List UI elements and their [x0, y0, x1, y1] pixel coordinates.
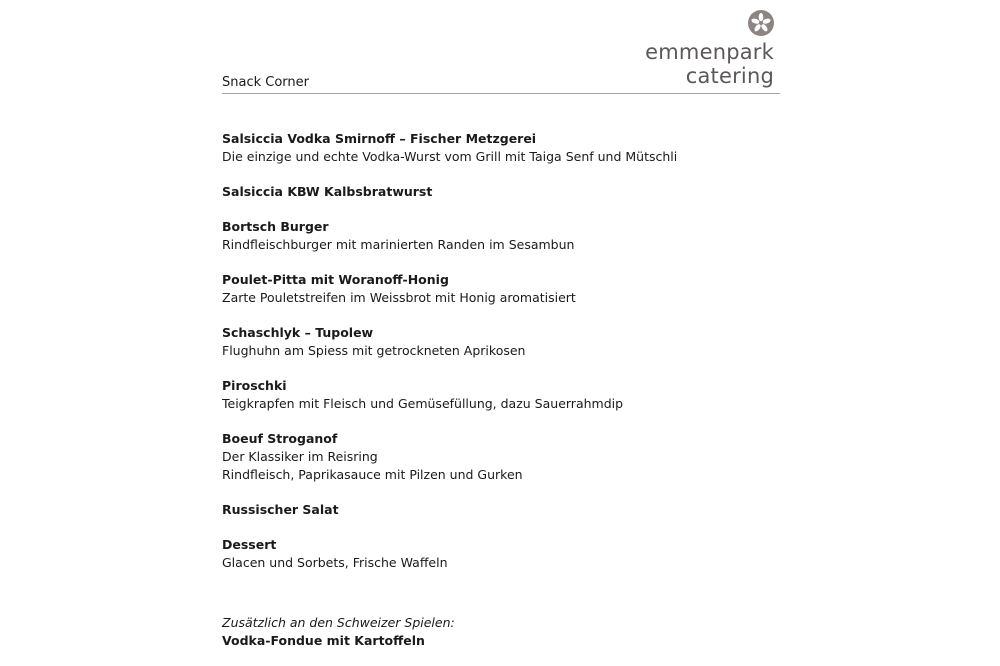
menu-item	[222, 218, 782, 254]
menu-item-description: Die einzige und echte Vodka-Wurst vom Grill mit Taiga Senf und Mütschli	[222, 149, 678, 164]
menu-item-name: Poulet-Pitta mit Woranoff-Honig	[222, 272, 449, 287]
menu-item-name: Boeuf Stroganof	[222, 431, 338, 446]
menu-item-description: Der Klassiker im Reisring	[222, 449, 378, 464]
extra-section	[222, 614, 455, 650]
menu-item-description: Glacen und Sorbets, Frische Waffeln	[222, 555, 448, 570]
logo-text-catering: catering	[685, 64, 774, 88]
menu-item	[222, 130, 782, 166]
page-title: Snack Corner	[222, 75, 309, 90]
menu-item-description: Flughuhn am Spiess mit getrockneten Aprikosen	[222, 343, 526, 358]
menu-item-description: Rindfleischburger mit marinierten Randen im Sesambun	[222, 237, 575, 252]
menu-item	[222, 183, 782, 201]
menu-item-name: Salsiccia Vodka Smirnoff – Fischer Metzgerei	[222, 131, 537, 146]
menu-item	[222, 324, 782, 360]
menu-item-name: Salsiccia KBW Kalbsbratwurst	[222, 184, 433, 199]
extra-note: Zusätzlich an den Schweizer Spielen:	[222, 615, 455, 630]
header-divider	[222, 93, 780, 94]
menu-item-name: Schaschlyk – Tupolew	[222, 325, 374, 340]
menu-item-name: Russischer Salat	[222, 502, 339, 517]
menu-item	[222, 377, 782, 413]
menu-item-description: Zarte Pouletstreifen im Weissbrot mit Honig aromatisiert	[222, 290, 576, 305]
menu-item	[222, 430, 782, 484]
menu-item	[222, 271, 782, 307]
menu-item-name: Piroschki	[222, 378, 287, 393]
menu-item-name: Dessert	[222, 537, 277, 552]
menu-item-description: Teigkrapfen mit Fleisch und Gemüsefüllung, dazu Sauerrahmdip	[222, 396, 624, 411]
extra-item-name: Vodka-Fondue mit Kartoffeln	[222, 633, 425, 648]
flower-logo-icon	[748, 10, 774, 36]
menu-item	[222, 536, 782, 572]
menu-item-name: Bortsch Burger	[222, 219, 329, 234]
logo-text-emmenpark: emmenpark	[645, 40, 774, 64]
menu-item-description: Rindfleisch, Paprikasauce mit Pilzen und Gurken	[222, 467, 523, 482]
menu-item	[222, 501, 782, 519]
menu-list	[222, 130, 782, 589]
